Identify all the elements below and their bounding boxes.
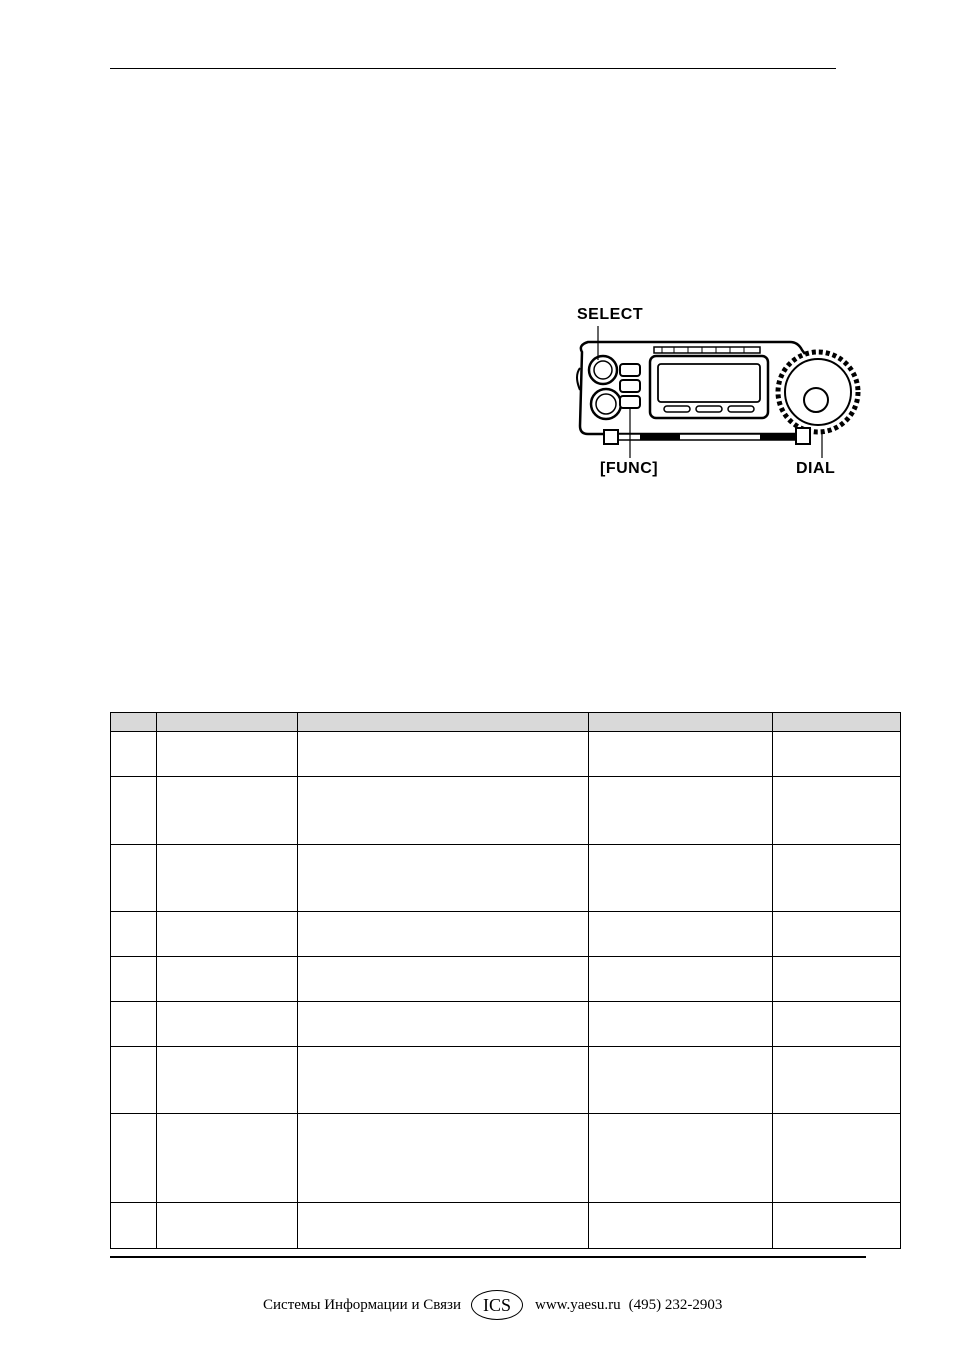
menu-settings-table (110, 712, 901, 1249)
table-row (111, 912, 901, 957)
cell-description (298, 957, 589, 1002)
cell-description (298, 777, 589, 845)
header-cell-default (773, 713, 901, 732)
footer (263, 1288, 733, 1322)
cell-default (773, 1002, 901, 1047)
cell-description (298, 1047, 589, 1114)
footer-phone: (495) 232-2903 (628, 1296, 723, 1313)
header-cell-name (157, 713, 298, 732)
dial-label: DIAL (796, 460, 836, 477)
cell-description (298, 912, 589, 957)
table-row (111, 1002, 901, 1047)
cell-number (111, 957, 157, 1002)
cell-values (589, 912, 773, 957)
cell-description (298, 732, 589, 777)
cell-number (111, 732, 157, 777)
cell-values (589, 845, 773, 912)
table-row (111, 1203, 901, 1249)
cell-number (111, 777, 157, 845)
func-button-label: [FUNC] (600, 460, 659, 477)
cell-number (111, 1114, 157, 1203)
ics-logo: ICS (471, 1290, 523, 1320)
cell-default (773, 845, 901, 912)
cell-name (157, 1203, 298, 1249)
cell-description (298, 1002, 589, 1047)
table-row (111, 1114, 901, 1203)
cell-name (157, 1002, 298, 1047)
cell-name (157, 732, 298, 777)
cell-values (589, 1114, 773, 1203)
header-cell-description (298, 713, 589, 732)
cell-description (298, 1203, 589, 1249)
cell-number (111, 845, 157, 912)
table-row (111, 1047, 901, 1114)
cell-number (111, 1203, 157, 1249)
cell-values (589, 732, 773, 777)
cell-name (157, 957, 298, 1002)
cell-values (589, 777, 773, 845)
cell-default (773, 777, 901, 845)
footer-rule (110, 1256, 866, 1258)
cell-values (589, 1002, 773, 1047)
header-cell-number (111, 713, 157, 732)
header-rule (110, 68, 836, 69)
radio-front-panel-figure (570, 300, 880, 490)
cell-name (157, 1047, 298, 1114)
cell-default (773, 957, 901, 1002)
table-row (111, 732, 901, 777)
cell-default (773, 912, 901, 957)
cell-number (111, 1047, 157, 1114)
cell-name (157, 912, 298, 957)
cell-default (773, 1047, 901, 1114)
table-row (111, 957, 901, 1002)
cell-values (589, 957, 773, 1002)
cell-number (111, 1002, 157, 1047)
cell-values (589, 1047, 773, 1114)
table-row (111, 845, 901, 912)
table-row (111, 777, 901, 845)
cell-default (773, 1203, 901, 1249)
cell-name (157, 1114, 298, 1203)
cell-number (111, 912, 157, 957)
cell-default (773, 1114, 901, 1203)
header-cell-values (589, 713, 773, 732)
table-header-row (111, 713, 901, 732)
footer-company-name: Системы Информации и Связи (263, 1296, 461, 1313)
select-knob-label: SELECT (577, 306, 644, 323)
cell-values (589, 1203, 773, 1249)
cell-name (157, 845, 298, 912)
cell-description (298, 845, 589, 912)
cell-description (298, 1114, 589, 1203)
footer-website: www.yaesu.ru (534, 1296, 621, 1313)
cell-name (157, 777, 298, 845)
cell-default (773, 732, 901, 777)
